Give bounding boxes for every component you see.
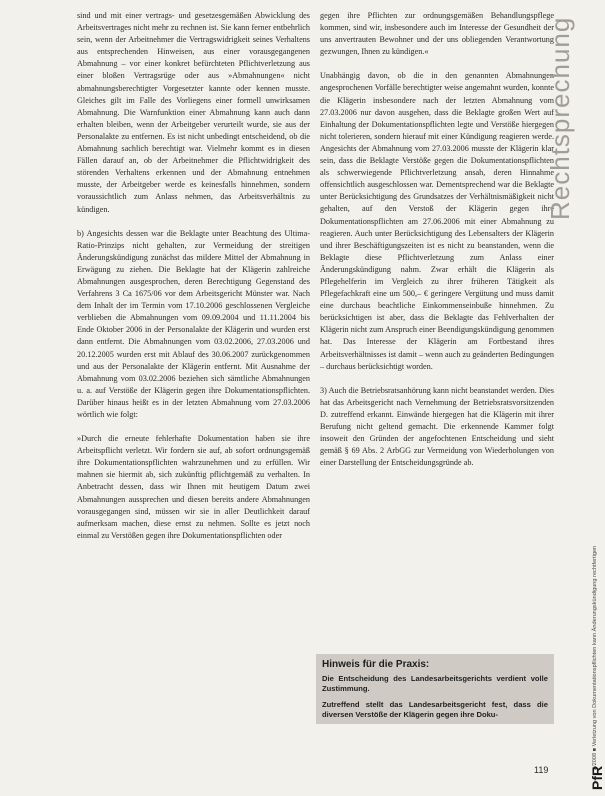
page-number: 119 — [534, 765, 549, 775]
right-text-column — [320, 10, 554, 481]
practice-note-title: Hinweis für die Praxis: — [322, 659, 430, 670]
practice-note-paragraph: Zutreffend stellt das Landesarbeitsgericht fest, dass die diversen Verstöße der Klägerin gegen ihre Doku- — [322, 699, 548, 720]
practice-note-paragraph: Die Entscheidung des Landesarbeitsgerichts verdient volle Zustimmung. — [322, 674, 548, 694]
practice-note-box — [316, 654, 554, 724]
journal-logo: PfR — [589, 765, 605, 790]
body-paragraph: 3) Auch die Betriebsratsanhörung kann nicht beanstandet werden. Dies hat das Arbeitsgericht nach Vernehmung der Betriebsratsvorsitzenden D. zutreffend erkannt. Einwände hiergegen hat die Klägerin mit ihrer Berufung nicht geltend gemacht. Die erkennende Kammer folgt insoweit den Gründen der angefochtenen Entscheidung und sieht gemäß § 69 Abs. 2 ArbGG zur Vermeidung von Wiederholungen von einer Darstellung der Entscheidungsgründe ab. — [320, 385, 554, 468]
body-paragraph: sind und mit einer vertrags- und gesetzesgemäßen Abwicklung des Arbeitsvertrages nicht mehr zu rechnen ist. Sie kann ferner entbehrlich sein, wenn der Arbeitnehmer die Vertragswidrigkeit seines Verhaltens aus entsprechenden Hinweisen, aus einer vorausgegangenen Abmahnung – vor einer konkret befürchteten Pflichtverletzung aus einer bloßen Vertragsrüge oder aus »Abmahnungen« nicht abmahnungsberechtigter Vorgesetzter kannte oder kennen musste. Gleiches gilt im Falle des Vorliegens einer formell unwirksamen Abmahnung. Die Warnfunktion einer Abmahnung kann auch dann erhalten bleiben, wenn der Arbeitgeber verurteilt wurde, sie aus der Personalakte zu entfernen. Es ist nicht unbedingt entscheidend, ob die Abmahnung sachlich berechtigt war. Vielmehr kommt es in diesen Fällen darauf an, ob der Arbeitnehmer die Pflichtwidrigkeit des störenden Verhaltens erkennen und der Abmahnung entnehmen musste, der Arbeitgeber werde es keinesfalls hinnehmen, sondern voraussichtlich zum Anlass nehmen, das Arbeitsverhältnis zu kündigen. — [77, 11, 310, 214]
running-footer-vertical: 2/2008 ■ Verletzung von Dokumentationspflichten kann Änderungskündigung rechtfertigen — [592, 545, 598, 770]
body-paragraph: b) Angesichts dessen war die Beklagte unter Beachtung des Ultima-Ratio-Prinzips nicht gehalten, zur Vermeidung der streitigen Änderungskündigung zunächst das mildere Mittel der Abmahnung in Erwägung zu ziehen. Die Beklagte hat der Klägerin zahlreiche Abmahnungen ausgesprochen, deren Berechtigung Gegenstand des Verfahrens 3 Ca 1675/06 vor dem Arbeitsgericht Münster war. Nach dem Inhalt der im Termin vom 17.10.2006 geschlossenen Vergleiche verblieben die Abmahnungen vom 09.09.2004 und 11.11.2004 bis Ende Oktober 2006 in der Personalakte der Klägerin und wurden erst dann entfernt. Die Abmahnungen vom 03.02.2006, 27.03.2006 und 20.12.2005 wurden erst mit Ablauf des 30.06.2007 zurückgenommen und aus der Personalakte der Klägerin entfernt. Mit Ausnahme der Abmahnung vom 03.02.2006 beziehen sich sämtliche Abmahnungen u. a. auf Verstöße der Klägerin gegen ihre Dokumentationspflichten. Darüber hinaus heißt es in der letzten Abmahnung vom 27.03.2006 wörtlich wie folgt: — [77, 228, 310, 419]
body-paragraph: Unabhängig davon, ob die in den genannten Abmahnungen angesprochenen Vorfälle berechtigter weise angemahnt wurden, konnte die Klägerin insbesondere nach der letzten Abmahnung vom 27.03.2006 nur davon ausgehen, dass die Beklagte großen Wert auf Einhaltung der Dokumentationspflichten legte und Verstöße hiergegen nicht tolerieren, sondern hierauf mit einer Kündigung reagieren werde. Angesichts der Abmahnung vom 27.03.2006 musste der Klägerin klar sein, dass die Beklagte Verstöße gegen die Dokumentationspflichten als schwerwiegende Pflichtverletzung ansah, deren Hinnahme offensichtlich ausgeschlossen war. Dementsprechend war die Beklagte unter Berücksichtigung des Grundsatzes der Verhältnismäßigkeit nicht gehalten, auf den Verstoß der Klägerin gegen ihre Dokumentationspflichten am 27.06.2006 mit einer Abmahnung zu reagieren. Auch unter Berücksichtigung des Lebensalters der Klägerin und ihrer Beschäftigungszeiten ist es nicht zu beanstanden, wenn die Beklagte diese Pflichtverletzung zum Anlass einer Änderungskündigung nahm. Zwar erhält die Klägerin als Pflegehelferin im Vergleich zu ihrer früheren Tätigkeit als Pflegefachkraft eine um 500,– € geringere Vergütung und muss damit eine durchaus beachtliche Einkommenseinbuße hinnehmen. Zu berücksichtigen ist aber, dass die Beklagte das Fehlverhalten der Klägerin nicht zum Anspruch einer Beendigungskündigung genommen hat. Das Interesse der Klägerin am Fortbestand ihres Arbeitsverhältnisses ist damit – wenn auch zu geänderten Bedingungen – durchaus berücksichtigt worden. — [320, 71, 554, 371]
body-paragraph: »Durch die erneute fehlerhafte Dokumentation haben sie ihre Arbeitspflicht verletzt. Wir fordern sie auf, ab sofort ordnungsgemäß ihre Dokumentationspflichten wahrzunehmen und zu erfüllen. Wir mahnen sie hiermit ab, sich zukünftig pflichtgemäß zu verhalten. In Anbetracht dessen, dass wir Ihnen mit heutigem Datum zwei Abmahnungen aussprechen und diesen bereits andere Abmahnungen vorausgegangen sind, müssen wir sie in aller Deutlichkeit darauf aufmerksam machen, diese ernst zu nehmen. Sollte es jetzt noch einmal zu Verstößen gegen ihre Dokumentationspflichten oder — [77, 434, 310, 540]
left-text-column — [77, 10, 310, 554]
section-title-vertical: Rechtsprechung — [545, 16, 575, 220]
body-paragraph: gegen ihre Pflichten zur ordnungsgemäßen Behandlungspflege kommen, sind wir, insbesondere auch im Interesse der Gesundheit der uns anvertrauten Bewohner und der uns obliegenden Verantwortung gezwungen, Ihnen zu kündigen.« — [320, 11, 554, 57]
